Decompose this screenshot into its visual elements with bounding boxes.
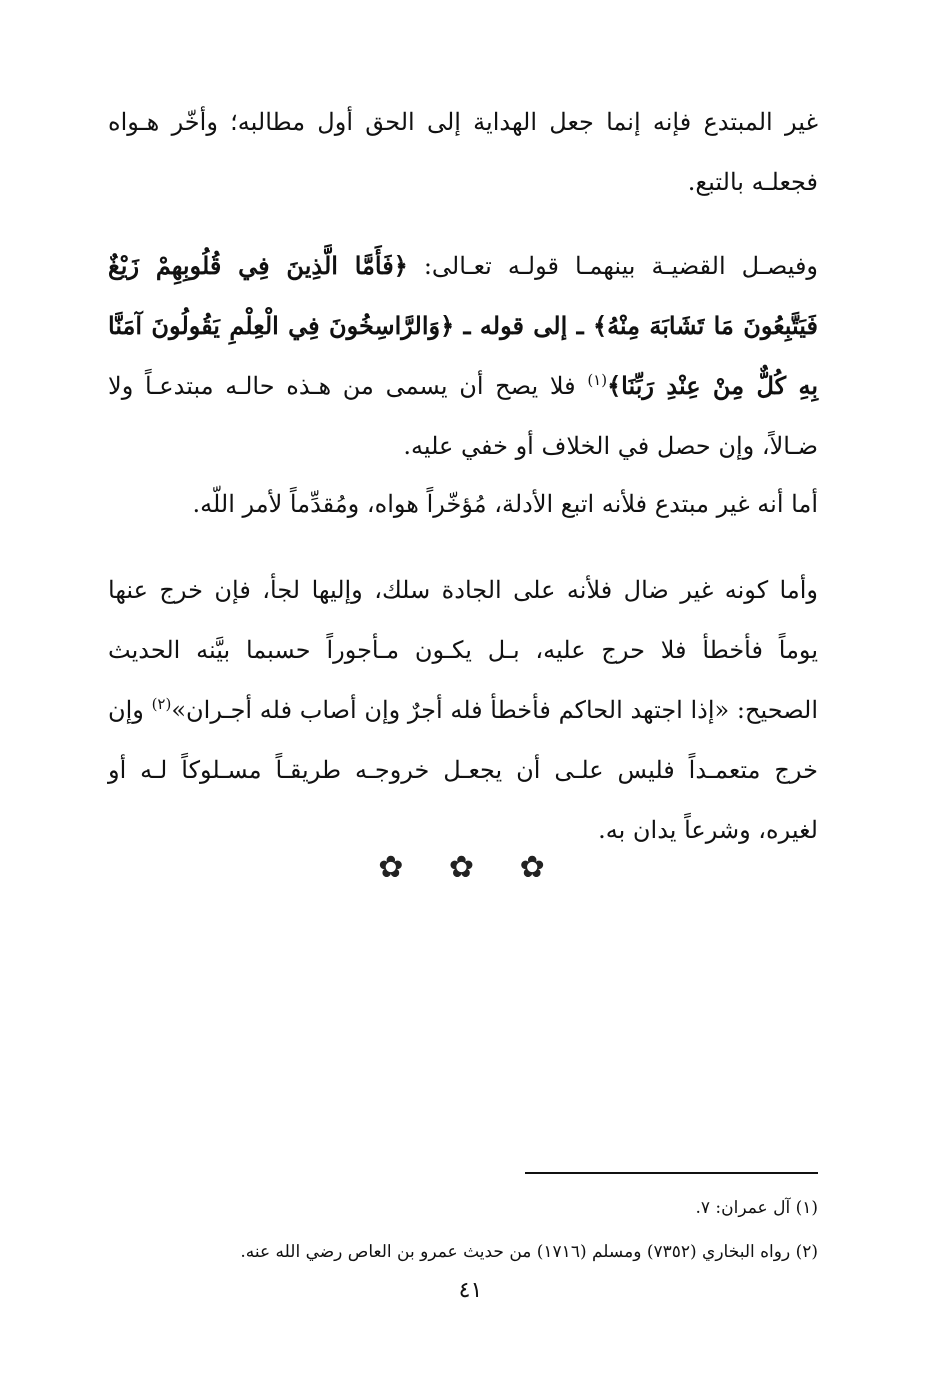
page-number: ٤١ [458,1278,483,1303]
paragraph-4-part-a: وأما كونه غير ضال فلأنه على الجادة سلك، وإليها لجأ، فإن خرج عنها يوماً فأخطأ فلا حرج عليه، بـل يكـون مـأجوراً حسبما بيَّنه الحديث الصحيح: «إذا اجتهد الحاكم فأخطأ فله أجرٌ وإن أصاب فله أجـران» [108,576,819,724]
section-divider-ornaments: ✿ ✿ ✿ [378,850,563,885]
paragraph-3-text: أما أنه غير مبتدع فلأنه اتبع الأدلة، مُؤخّراً هواه، ومُقدِّماً لأمر اللّه. [192,490,818,518]
paragraph-2-intro: وفيصـل القضيـة بينهمـا قولـه تعـالى: [407,252,819,280]
paragraph-2-mid: ـ إلى قوله ـ [454,311,593,340]
paragraph-4 [108,560,818,860]
paragraph-1 [108,92,818,212]
paragraph-4-part-b: وإن خرج متعمـداً فليس علـى أن يجعـل خروجـه طريقـاً مسـلوكاً لـه أو لغيره، وشرعاً يدان به. [108,696,818,844]
footnote-2: (٢) رواه البخاري (٧٣٥٢) ومسلم (١٧١٦) من حديث عمرو بن العاص رضي الله عنه. [240,1242,818,1262]
footnote-marker-1: (١) [587,371,608,389]
paragraph-1-text: غير المبتدع فإنه إنما جعل الهداية إلى الحق أول مطالبه؛ وأخّر هـواه فجعلـه بالتبع. [108,108,818,196]
footnote-1: (١) آل عمران: ٧. [695,1198,818,1218]
paragraph-2-rest: فلا يصح أن يسمى من هـذه حالـه مبتدعـاً ولا ضـالاً، وإن حصل في الخلاف أو خفي عليه. [108,372,818,460]
quran-verse-2: ﴿وَالرَّاسِخُونَ فِي الْعِلْمِ يَقُولُونَ آمَنَّا بِهِ كُلٌّ مِنْ عِنْدِ رَبِّنَا﴾ [108,311,819,400]
footnotes [98,1186,818,1274]
paragraph-3 [108,474,818,534]
footnote-marker-2: (٢) [151,695,172,713]
quran-verse-1: ﴿فَأَمَّا الَّذِينَ فِي قُلُوبِهِمْ زَيْغٌ فَيَتَّبِعُونَ مَا تَشَابَهَ مِنْهُ﴾ [108,251,818,340]
paragraph-2 [108,236,818,476]
footnote-separator [525,1172,818,1174]
